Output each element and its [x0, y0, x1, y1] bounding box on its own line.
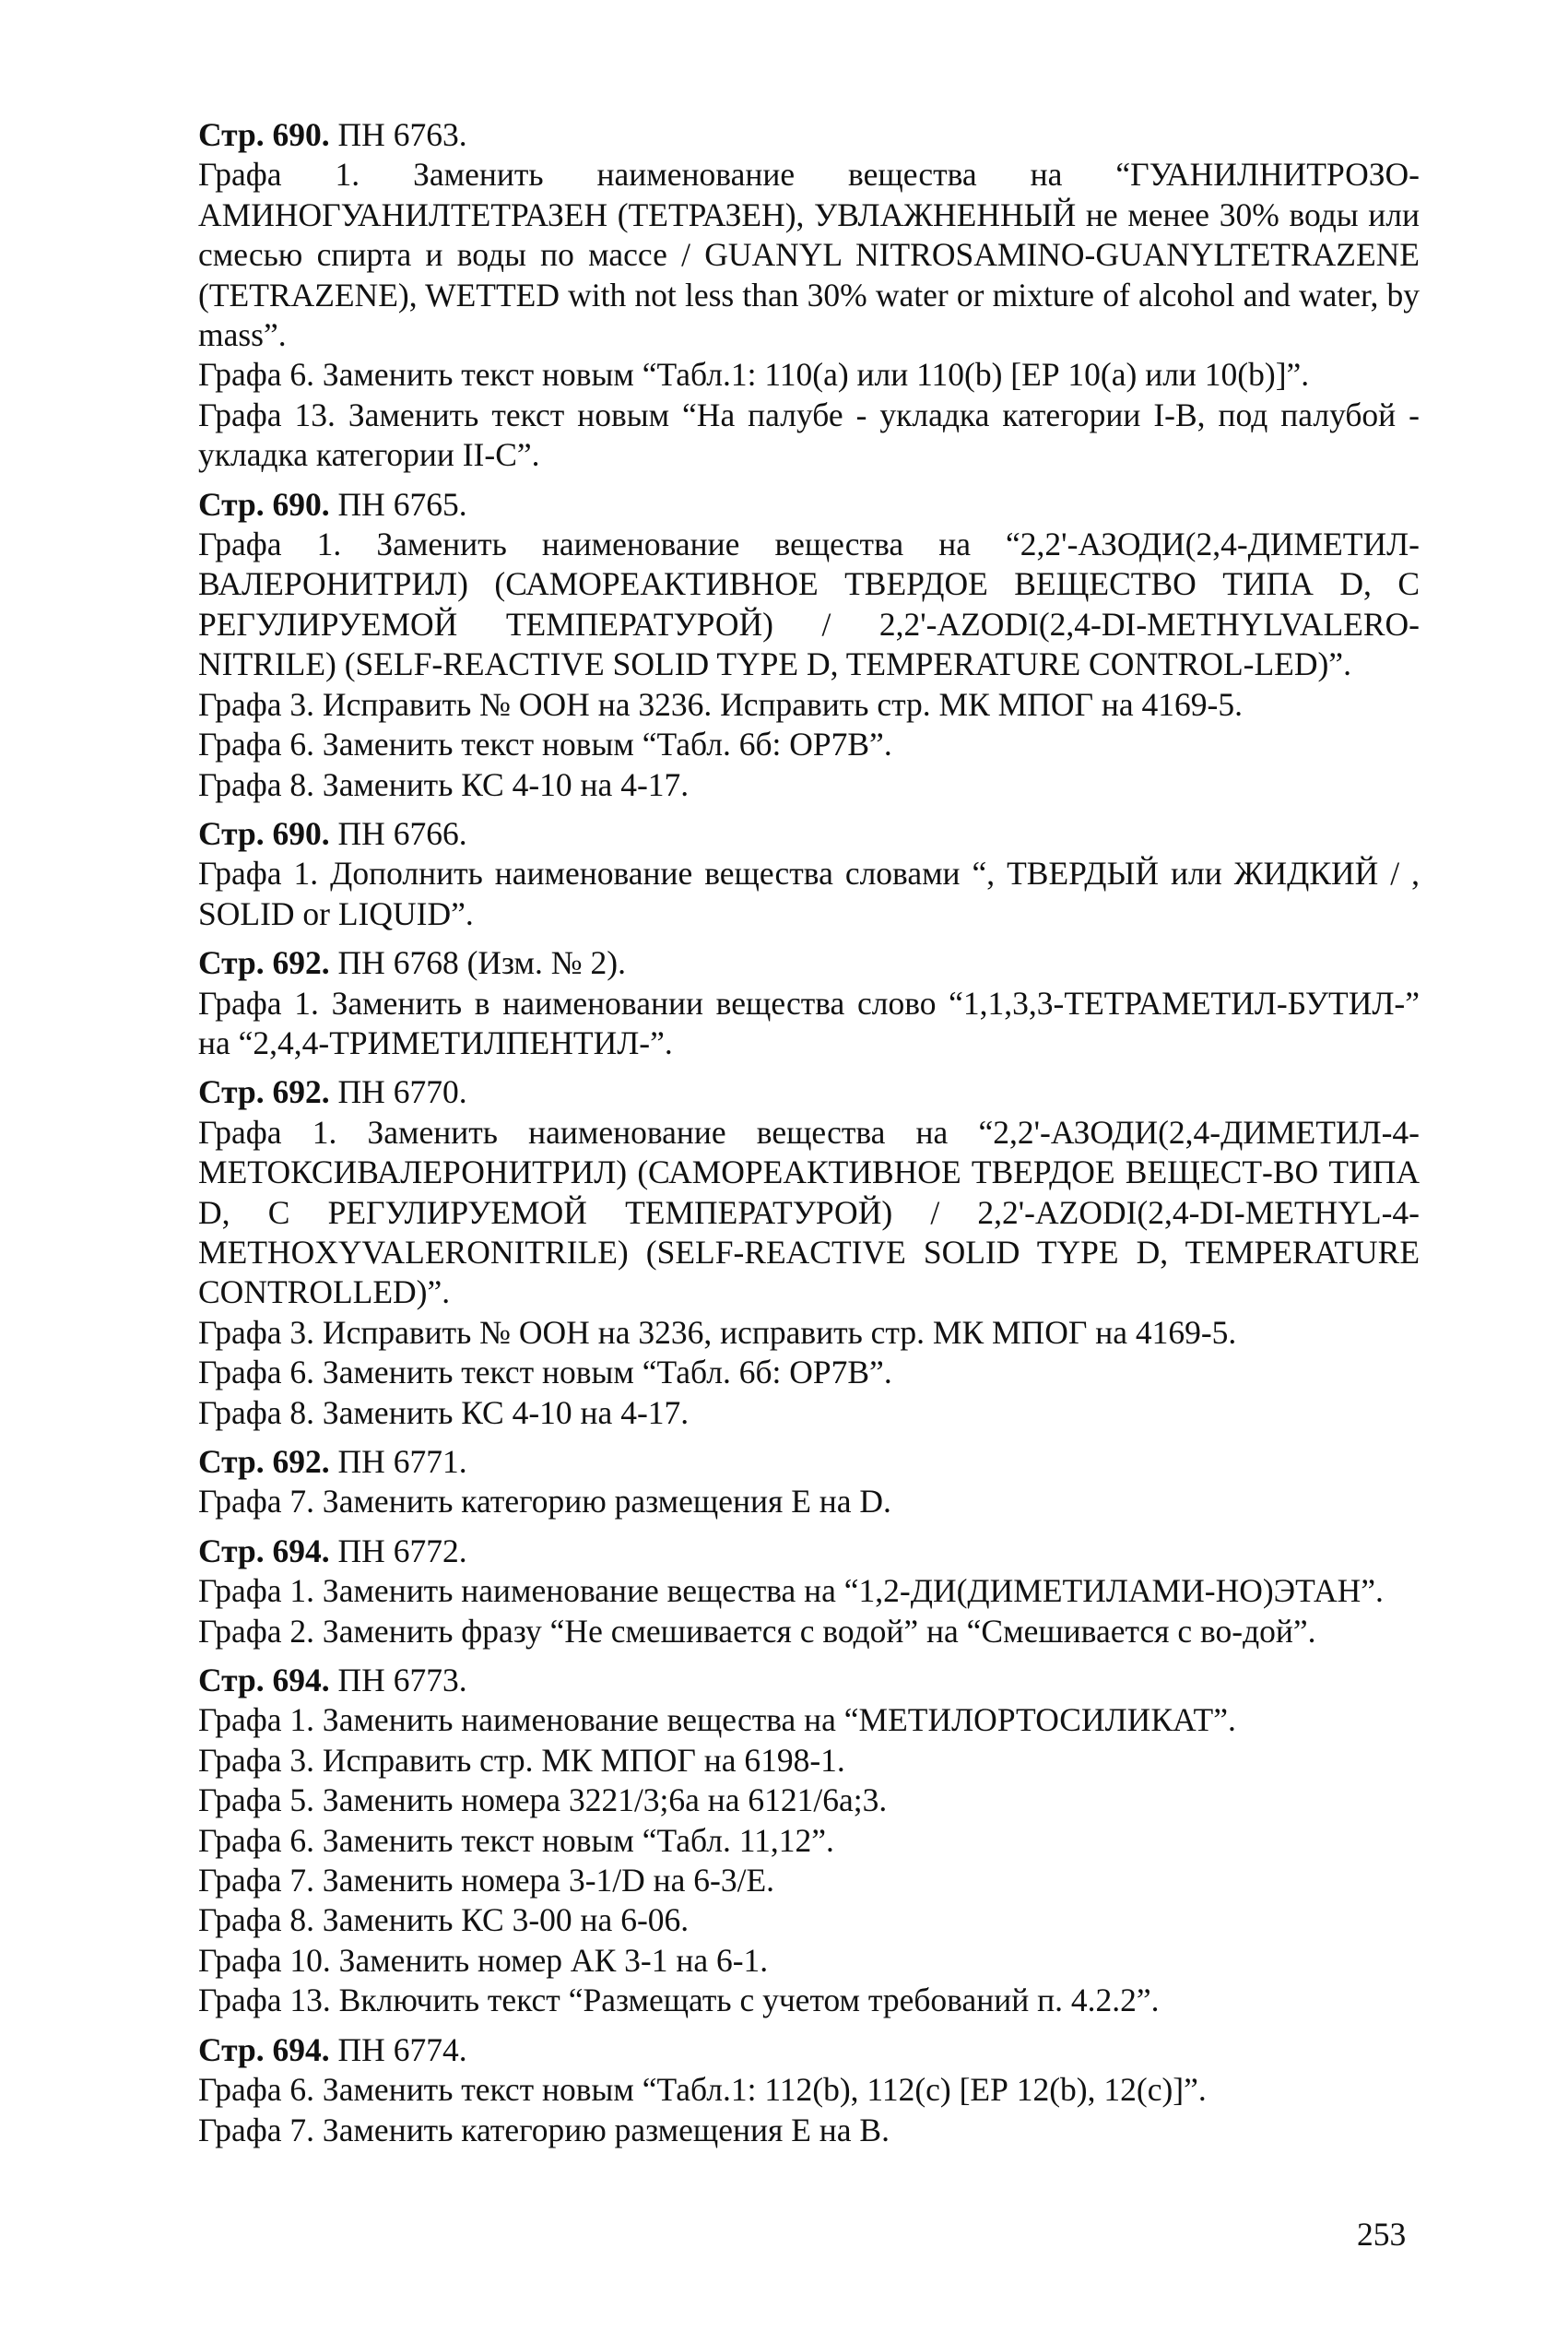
- paragraph: Графа 7. Заменить категорию размещения Е на В.: [198, 2111, 890, 2148]
- paragraph: Графа 6. Заменить текст новым “Табл. 6б: OP7B”.: [198, 726, 892, 763]
- item-number: ПН 6763.: [337, 116, 467, 153]
- entry-heading: [198, 1442, 1420, 1482]
- paragraph: Графа 10. Заменить номер АК 3-1 на 6-1.: [198, 1941, 769, 1979]
- entry-heading: [198, 943, 1420, 983]
- item-number: ПН 6773.: [337, 1662, 467, 1699]
- page-reference: Стр. 692.: [198, 944, 330, 982]
- item-number: ПН 6766.: [337, 814, 467, 852]
- paragraph: Графа 8. Заменить КС 4-10 на 4-17.: [198, 1393, 690, 1431]
- paragraph: Графа 1. Дополнить наименование вещества словами “, ТВЕРДЫЙ или ЖИДКИЙ / , SOLID or LIQUID”.: [198, 855, 1420, 932]
- paragraph: Графа 2. Заменить фразу “Не смешивается с водой” на “Смешивается с во-дой”.: [198, 1612, 1316, 1650]
- item-number: ПН 6770.: [337, 1073, 467, 1111]
- paragraph: Графа 8. Заменить КС 4-10 на 4-17.: [198, 765, 690, 803]
- paragraph: Графа 3. Исправить № ООН на 3236, исправить стр. МК МПОГ на 4169-5.: [198, 1313, 1237, 1351]
- paragraph: Графа 7. Заменить категорию размещения Е на D.: [198, 1483, 891, 1520]
- paragraph: Графа 1. Заменить в наименовании вещества слово “1,1,3,3-ТЕТРАМЕТИЛ-БУТИЛ-” на “2,4,4-ТРИМЕТИЛПЕНТИЛ-”.: [198, 984, 1420, 1061]
- entry-heading: [198, 2030, 1420, 2070]
- paragraph: Графа 7. Заменить номера 3-1/D на 6-3/Е.: [198, 1862, 775, 1899]
- entry-heading: [198, 1661, 1420, 1700]
- entry-6772: [198, 1532, 1420, 1651]
- paragraph: Графа 13. Включить текст “Размещать с учетом требований п. 4.2.2”.: [198, 1982, 1160, 2019]
- paragraph: Графа 13. Заменить текст новым “На палубе - укладка категории I-B, под палубой - укладка категории II-С”.: [198, 396, 1420, 474]
- entry-6770: [198, 1072, 1420, 1433]
- paragraph: Графа 8. Заменить КС 3-00 на 6-06.: [198, 1901, 690, 1939]
- paragraph: Графа 1. Заменить наименование вещества на “1,2-ДИ(ДИМЕТИЛАМИ-НО)ЭТАН”.: [198, 1572, 1384, 1610]
- entry-6768: [198, 943, 1420, 1063]
- entry-heading: [198, 485, 1420, 525]
- page-reference: Стр. 690.: [198, 116, 330, 153]
- item-number: ПН 6765.: [337, 485, 467, 523]
- entry-heading: [198, 1532, 1420, 1571]
- document-body: [198, 115, 1420, 2159]
- entry-heading: [198, 115, 1420, 155]
- page-number: 253: [1357, 2216, 1407, 2253]
- page-reference: Стр. 692.: [198, 1073, 330, 1111]
- paragraph: Графа 1. Заменить наименование вещества на “2,2'-АЗОДИ(2,4-ДИМЕТИЛ-ВАЛЕРОНИТРИЛ) (САМОРЕАКТИВНОЕ ТВЕРДОЕ ВЕЩЕСТВО ТИПА D, С РЕГУЛИРУЕМОЙ ТЕМПЕРАТУРОЙ) / 2,2'-AZODI(2,4-DI-METHYLVALERO-NITRILE) (SELF-REACTIVE SOLID TYPE D, TEMPERATURE CONTROL-LED)”.: [198, 526, 1420, 683]
- page-reference: Стр. 690.: [198, 814, 330, 852]
- entry-heading: [198, 814, 1420, 854]
- paragraph: Графа 6. Заменить текст новым “Табл. 6б: OP7B”.: [198, 1354, 892, 1391]
- item-number: ПН 6774.: [337, 2030, 467, 2068]
- page-reference: Стр. 690.: [198, 485, 330, 523]
- paragraph: Графа 6. Заменить текст новым “Табл. 11,12”.: [198, 1821, 834, 1859]
- page-reference: Стр. 694.: [198, 1662, 330, 1699]
- paragraph: Графа 3. Исправить стр. МК МПОГ на 6198-1.: [198, 1741, 845, 1779]
- paragraph: Графа 6. Заменить текст новым “Табл.1: 112(b), 112(c) [ЕР 12(b), 12(c)]”.: [198, 2071, 1207, 2109]
- entry-6763: [198, 115, 1420, 476]
- paragraph: Графа 1. Заменить наименование вещества на “2,2'-АЗОДИ(2,4-ДИМЕТИЛ-4-МЕТОКСИВАЛЕРОНИТРИЛ) (САМОРЕАКТИВНОЕ ТВЕРДОЕ ВЕЩЕСТ-ВО ТИПА D, С РЕГУЛИРУЕМОЙ ТЕМПЕРАТУРОЙ) / 2,2'-AZODI(2,4-DI-METHYL-4-METHOXYVALERONITRILE) (SELF-REACTIVE SOLID TYPE D, TEMPERATURE CONTROLLED)”.: [198, 1113, 1420, 1311]
- paragraph: Графа 6. Заменить текст новым “Табл.1: 110(a) или 110(b) [ЕР 10(a) или 10(b)]”.: [198, 356, 1310, 394]
- item-number: ПН 6771.: [337, 1443, 467, 1480]
- page-reference: Стр. 694.: [198, 2030, 330, 2068]
- item-number: ПН 6768 (Изм. № 2).: [337, 944, 626, 982]
- page-reference: Стр. 692.: [198, 1443, 330, 1480]
- paragraph: Графа 1. Заменить наименование вещества на “МЕТИЛОРТОСИЛИКАТ”.: [198, 1701, 1236, 1739]
- entry-6773: [198, 1661, 1420, 2021]
- entry-6771: [198, 1442, 1420, 1522]
- paragraph: Графа 1. Заменить наименование вещества на “ГУАНИЛНИТРОЗО-АМИНОГУАНИЛТЕТРАЗЕН (ТЕТРАЗЕН), УВЛАЖНЕННЫЙ не менее 30% воды или смесью спирта и воды по массе / GUANYL NITROSAMINO-GUANYLTETRAZENE (TETRAZENE), WETTED with not less than 30% water or mixture of alcohol and water, by mass”.: [198, 156, 1420, 354]
- paragraph: Графа 5. Заменить номера 3221/3;6а на 6121/6а;3.: [198, 1781, 888, 1819]
- item-number: ПН 6772.: [337, 1532, 467, 1569]
- entry-6765: [198, 485, 1420, 805]
- entry-heading: [198, 1072, 1420, 1112]
- entry-6766: [198, 814, 1420, 934]
- paragraph: Графа 3. Исправить № ООН на 3236. Исправить стр. МК МПОГ на 4169-5.: [198, 685, 1243, 723]
- entry-6774: [198, 2030, 1420, 2150]
- page-reference: Стр. 694.: [198, 1532, 330, 1569]
